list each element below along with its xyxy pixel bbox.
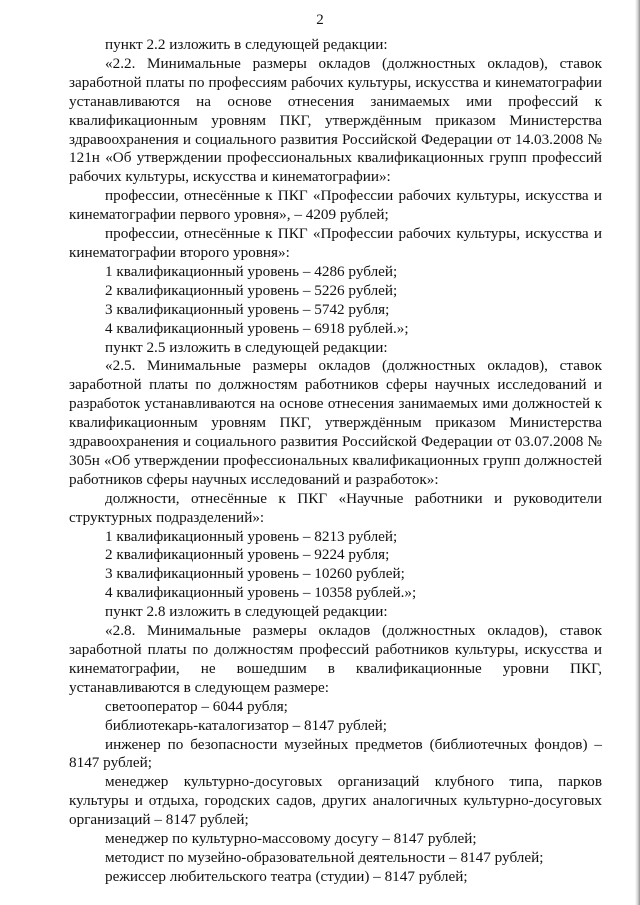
paragraph: пункт 2.2 изложить в следующей редакции: [105,36,388,53]
paragraph: «2.2. Минимальные размеры окладов (должностных окладов), ставок заработной платы по профессиям рабочих культуры, искусства и кинематографии устанавливаются на основе отнесения занимаемых ими профессий к квалификационным уровням ПКГ, утверждённым приказом Министерства здравоохранения и социального развития Российской Федерации от 14.03.2008 № 121н «Об утверждении профессиональных квалификационных групп профессий рабочих культуры, искусства и кинематографии»: [69,54,602,186]
list-item: 3 квалификационный уровень – 5742 рубля; [105,300,390,318]
paragraph: менеджер по культурно-массовому досугу – 8147 рублей; [105,830,477,848]
paragraph: пункт 2.5 изложить в следующей редакции: [105,338,388,356]
paragraph: методист по музейно-образовательной деятельности – 8147 рублей; [105,848,544,866]
paragraph: «2.8. Минимальные размеры окладов (должностных окладов), ставок заработной платы по должностям профессий работников культуры, искусства и кинематографии, не вошедшим в квалификационные уровни ПКГ, устанавливаются в следующем размере: [69,622,602,696]
paragraph: инженер по безопасности музейных предметов (библиотечных фондов) – 8147 рублей; [69,735,602,772]
list-item: 1 квалификационный уровень – 4286 рублей; [105,262,398,280]
paragraph: «2.5. Минимальные размеры окладов (должностных окладов), ставок заработной платы по должностям работников сферы научных исследований и разработок устанавливаются на основе отнесения занимаемых ими должностей к квалификационным уровням ПКГ, утверждённым приказом Министерства здравоохранения и социального развития Российской Федерации от 03.07.2008 № 305н «Об утверждении профессиональных квалификационных групп должностей работников сферы научных исследований и разработок»: [69,357,602,488]
paragraph: светооператор – 6044 рубля; [105,697,288,715]
list-item: 2 квалификационный уровень – 9224 рубля; [105,546,390,564]
list-item: 1 квалификационный уровень – 8213 рублей; [105,527,398,545]
scan-edge-shadow [635,0,640,905]
page-number: 2 [316,12,324,28]
paragraph: менеджер культурно-досуговых организаций клубного типа, парков культуры и отдыха, городских садов, других аналогичных культурно-досуговых организаций – 8147 рублей; [69,773,602,829]
list-item: 2 квалификационный уровень – 5226 рублей; [105,281,398,299]
list-item: 4 квалификационный уровень – 10358 рублей.»; [105,584,417,602]
paragraph: профессии, отнесённые к ПКГ «Профессии рабочих культуры, искусства и кинематографии второго уровня»: [69,225,602,261]
paragraph: должности, отнесённые к ПКГ «Научные работники и руководители структурных подразделений»: [69,489,602,526]
list-item: 4 квалификационный уровень – 6918 рублей.»; [105,319,409,337]
paragraph: профессии, отнесённые к ПКГ «Профессии рабочих культуры, искусства и кинематографии первого уровня», – 4209 рублей; [69,187,602,224]
paragraph: режиссер любительского театра (студии) – 8147 рублей; [105,867,468,885]
list-item: 3 квалификационный уровень – 10260 рублей; [105,565,405,583]
paragraph: пункт 2.8 изложить в следующей редакции: [105,603,388,621]
paragraph: библиотекарь-каталогизатор – 8147 рублей; [105,716,388,734]
document-body [69,36,602,887]
